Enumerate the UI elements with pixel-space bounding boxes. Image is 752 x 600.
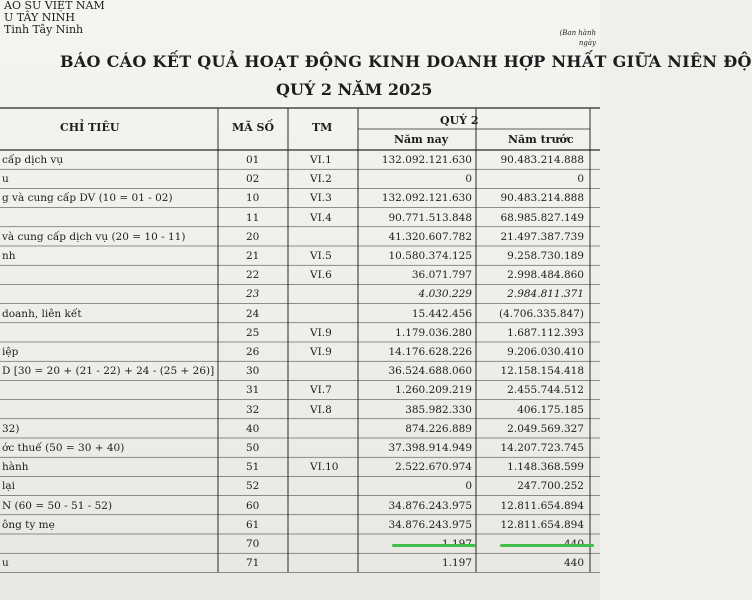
row-code: 26 <box>246 346 260 358</box>
row-code: 02 <box>246 173 260 186</box>
row-code: 10 <box>246 192 260 205</box>
row-code: 70 <box>246 538 260 550</box>
row-label: ông ty mẹ <box>2 518 55 531</box>
row-value-previous: 2.984.811.371 <box>507 288 584 301</box>
row-value-current: 34.876.243.975 <box>388 499 472 512</box>
row-value-current: 874.226.889 <box>405 422 472 435</box>
row-code: 22 <box>246 269 260 282</box>
header-chi-tieu: CHỈ TIÊU <box>60 121 120 134</box>
row-tm-note: VI.2 <box>310 173 332 186</box>
header-nam-truoc: Năm trước <box>508 133 574 146</box>
row-value-previous: 14.207.723.745 <box>500 442 584 454</box>
row-value-previous: 90.483.214.888 <box>500 154 584 166</box>
row-value-previous: 1.687.112.393 <box>507 326 584 339</box>
row-value-current: 1.179.036.280 <box>395 326 472 339</box>
row-value-current: 1.197 <box>441 557 472 570</box>
row-value-previous: 2.998.484.860 <box>507 269 584 282</box>
row-label: ớc thuế (50 = 30 + 40) <box>2 442 125 454</box>
row-tm-note: VI.6 <box>310 269 332 282</box>
form-note-line2: ngày <box>578 39 596 47</box>
row-label: và cung cấp dịch vụ (20 = 10 - 11) <box>2 230 186 243</box>
row-value-current: 34.876.243.975 <box>388 518 472 531</box>
header-tm: TM <box>312 121 333 134</box>
row-value-current: 2.522.670.974 <box>395 461 472 474</box>
row-value-previous: 9.206.030.410 <box>507 346 584 358</box>
row-value-current: 41.320.607.782 <box>388 230 472 243</box>
row-value-previous: 2.049.569.327 <box>507 422 584 435</box>
row-value-current: 36.524.688.060 <box>388 365 472 378</box>
row-tm-note: VI.5 <box>310 250 332 262</box>
row-label: u <box>2 173 9 186</box>
row-label: doanh, liên kết <box>2 307 82 320</box>
row-value-current: 90.771.513.848 <box>388 211 472 224</box>
row-value-current: 1.260.209.219 <box>395 384 472 397</box>
row-value-current: 15.442.456 <box>411 307 472 320</box>
row-label: cấp dịch vụ <box>2 154 64 166</box>
row-value-previous: 12.811.654.894 <box>500 518 584 531</box>
row-value-previous: 0 <box>577 173 584 186</box>
row-label: nh <box>2 250 16 262</box>
row-tm-note: VI.1 <box>310 154 332 166</box>
row-code: 32 <box>246 403 260 416</box>
row-code: 30 <box>246 365 260 378</box>
row-value-previous: (4.706.335.847) <box>498 307 584 320</box>
row-label: g và cung cấp DV (10 = 01 - 02) <box>2 192 173 205</box>
row-value-current: 132.092.121.630 <box>381 192 472 205</box>
report-title: BÁO CÁO KẾT QUẢ HOẠT ĐỘNG KINH DOANH HỢP NHẤT GIỮA NIÊN ĐỘ <box>60 52 752 71</box>
row-code: 23 <box>246 288 260 301</box>
row-tm-note: VI.10 <box>310 461 339 474</box>
row-value-current: 14.176.628.226 <box>388 346 472 358</box>
row-value-current: 36.071.797 <box>411 269 472 282</box>
row-value-current: 0 <box>465 173 472 186</box>
row-tm-note: VI.8 <box>310 403 332 416</box>
row-value-previous: 440 <box>563 557 584 570</box>
highlight-underline-current <box>392 544 476 547</box>
row-label: 32) <box>2 422 20 435</box>
row-value-current: 37.398.914.949 <box>388 442 472 454</box>
row-value-previous: 90.483.214.888 <box>500 192 584 205</box>
row-code: 31 <box>246 384 260 397</box>
row-code: 71 <box>246 557 260 570</box>
row-tm-note: VI.9 <box>310 346 332 358</box>
row-code: 20 <box>246 230 260 243</box>
row-code: 21 <box>246 250 260 262</box>
row-code: 25 <box>246 326 260 339</box>
row-code: 51 <box>246 461 260 474</box>
row-value-previous: 1.148.368.599 <box>507 461 584 474</box>
row-tm-note: VI.3 <box>310 192 332 205</box>
form-note-line1: (Ban hành <box>559 29 596 37</box>
row-value-current: 10.580.374.125 <box>388 250 472 262</box>
company-name-line2: U TÂY NINH <box>4 11 75 24</box>
company-address: Tinh Tây Ninh <box>4 23 84 36</box>
row-tm-note: VI.7 <box>310 384 332 397</box>
row-code: 50 <box>246 442 260 454</box>
highlight-underline-previous <box>500 544 594 547</box>
company-name-line1: AO SU VIỆT NAM <box>4 0 105 12</box>
row-value-previous: 21.497.387.739 <box>500 230 584 243</box>
company-header <box>4 0 105 36</box>
row-code: 52 <box>246 480 260 493</box>
row-label: iệp <box>2 346 19 358</box>
row-value-previous: 247.700.252 <box>517 480 584 493</box>
row-value-current: 385.982.330 <box>405 403 472 416</box>
report-period: QUÝ 2 NĂM 2025 <box>276 80 433 99</box>
row-tm-note: VI.9 <box>310 326 332 339</box>
header-ma-so: MÃ SỐ <box>232 121 275 134</box>
form-note <box>560 28 596 48</box>
row-label: hành <box>2 461 29 474</box>
row-value-current: 0 <box>465 480 472 493</box>
row-value-previous: 9.258.730.189 <box>507 250 584 262</box>
row-code: 60 <box>246 499 260 512</box>
row-value-current: 132.092.121.630 <box>381 154 472 166</box>
row-value-previous: 2.455.744.512 <box>507 384 584 397</box>
row-value-previous: 12.811.654.894 <box>500 499 584 512</box>
row-value-previous: 406.175.185 <box>517 403 584 416</box>
row-tm-note: VI.4 <box>310 211 332 224</box>
row-label: N (60 = 50 - 51 - 52) <box>2 499 113 512</box>
row-value-previous: 12.158.154.418 <box>500 365 584 378</box>
row-code: 11 <box>246 211 260 224</box>
row-code: 40 <box>246 422 260 435</box>
row-code: 24 <box>246 307 260 320</box>
header-quy: QUÝ 2 <box>440 114 479 127</box>
income-statement-table <box>0 108 600 600</box>
row-code: 01 <box>246 154 260 166</box>
row-label: u <box>2 557 9 570</box>
row-label: lại <box>2 480 15 493</box>
header-nam-nay: Năm nay <box>394 133 449 146</box>
row-code: 61 <box>246 518 260 531</box>
row-value-current: 4.030.229 <box>418 288 472 301</box>
row-label: D [30 = 20 + (21 - 22) + 24 - (25 + 26)] <box>2 365 215 378</box>
row-value-previous: 68.985.827.149 <box>500 211 584 224</box>
